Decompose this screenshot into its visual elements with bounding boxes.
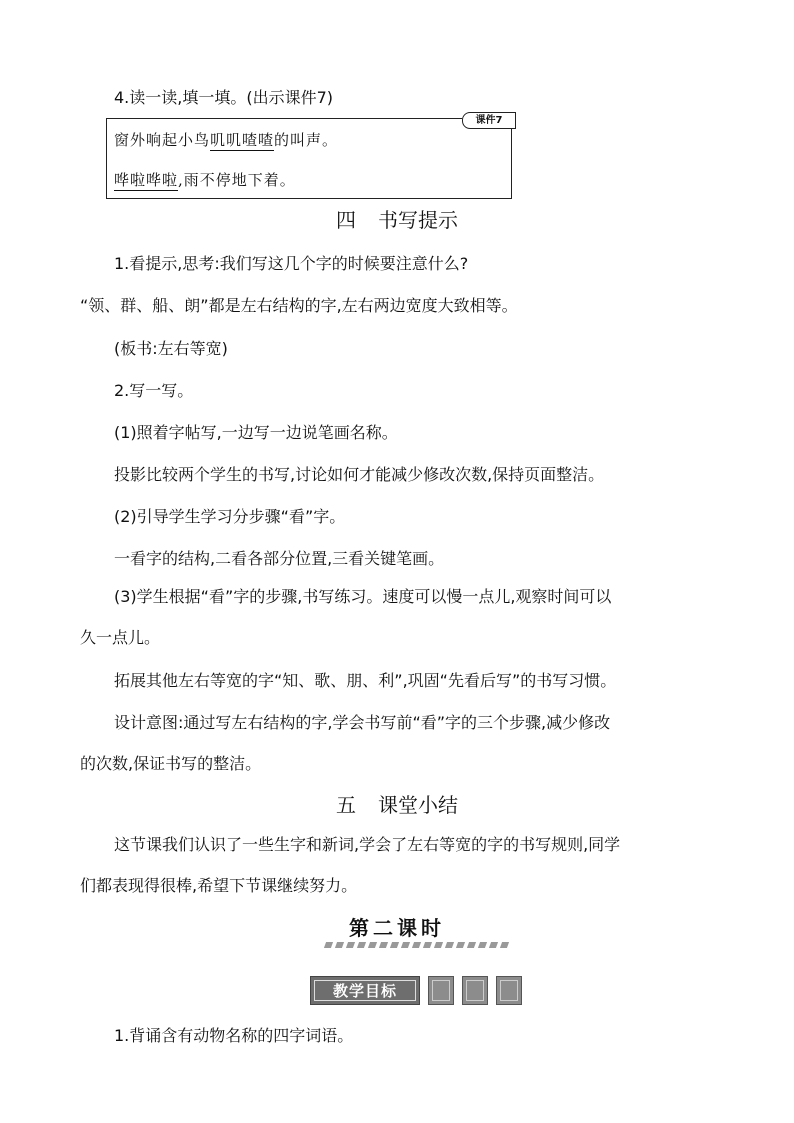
goal-1: 1.背诵含有动物名称的四字词语。 bbox=[114, 1026, 354, 1045]
s4-paragraph-5: (1)照着字帖写,一边写一边说笔画名称。 bbox=[114, 423, 398, 442]
section-5-heading bbox=[0, 793, 794, 817]
courseware-blank-answer-1: 叽叽喳喳 bbox=[210, 131, 275, 149]
teaching-goals-tag-label: 教学目标 bbox=[314, 980, 416, 1001]
section-4-title: 书写提示 bbox=[378, 208, 458, 232]
item-4-instruction: 4.读一读,填一填。(出示课件7) bbox=[114, 88, 334, 107]
s4-paragraph-2: “领、群、船、朗”都是左右结构的字,左右两边宽度大致相等。 bbox=[80, 296, 518, 315]
courseware-line-2-post: ,雨不停地下着。 bbox=[178, 171, 296, 189]
goals-tag-block-1 bbox=[428, 976, 454, 1005]
s4-paragraph-7: (2)引导学生学习分步骤“看”字。 bbox=[114, 507, 346, 526]
s4-paragraph-3: (板书:左右等宽) bbox=[114, 339, 228, 358]
s4-paragraph-11-line-1: 设计意图:通过写左右结构的字,学会书写前“看”字的三个步骤,减少修改 bbox=[114, 713, 611, 732]
section-5-title: 课堂小结 bbox=[378, 793, 458, 817]
s4-paragraph-1: 1.看提示,思考:我们写这几个字的时候要注意什么? bbox=[114, 254, 469, 273]
courseware-blank-answer-2: 哗啦哗啦 bbox=[114, 171, 179, 189]
s4-paragraph-11-line-2: 的次数,保证书写的整洁。 bbox=[80, 754, 262, 773]
s4-paragraph-8: 一看字的结构,二看各部分位置,三看关键笔画。 bbox=[114, 549, 445, 568]
lesson-title-dot-rule bbox=[325, 940, 505, 950]
s4-paragraph-9-line-1: (3)学生根据“看”字的步骤,书写练习。速度可以慢一点儿,观察时间可以 bbox=[114, 587, 612, 606]
goals-tag-block-2 bbox=[462, 976, 488, 1005]
s4-paragraph-4: 2.写一写。 bbox=[114, 381, 194, 400]
courseware-line-1-post: 的叫声。 bbox=[274, 131, 339, 149]
courseware-box-top-border bbox=[106, 118, 462, 119]
lesson-2-title: 第二课时 bbox=[349, 916, 445, 940]
s5-paragraph-1-line-1: 这节课我们认识了一些生字和新词,学会了左右等宽的字的书写规则,同学 bbox=[114, 835, 621, 854]
s4-paragraph-6: 投影比较两个学生的书写,讨论如何才能减少修改次数,保持页面整洁。 bbox=[114, 465, 605, 484]
teaching-goals-tag bbox=[310, 976, 420, 1005]
courseware-line-2 bbox=[114, 170, 296, 190]
s4-paragraph-9-line-2: 久一点儿。 bbox=[80, 628, 161, 647]
section-4-heading bbox=[0, 208, 794, 232]
courseware-line-1-pre: 窗外响起小鸟 bbox=[114, 131, 211, 149]
section-5-number: 五 bbox=[336, 793, 356, 817]
section-4-number: 四 bbox=[336, 208, 356, 232]
s5-paragraph-1-line-2: 们都表现得很棒,希望下节课继续努力。 bbox=[80, 876, 358, 895]
courseware-tag: 课件7 bbox=[462, 112, 516, 129]
s4-paragraph-10: 拓展其他左右等宽的字“知、歌、朋、利”,巩固“先看后写”的书写习惯。 bbox=[114, 671, 617, 690]
goals-tag-block-3 bbox=[496, 976, 522, 1005]
courseware-line-1 bbox=[114, 130, 338, 150]
